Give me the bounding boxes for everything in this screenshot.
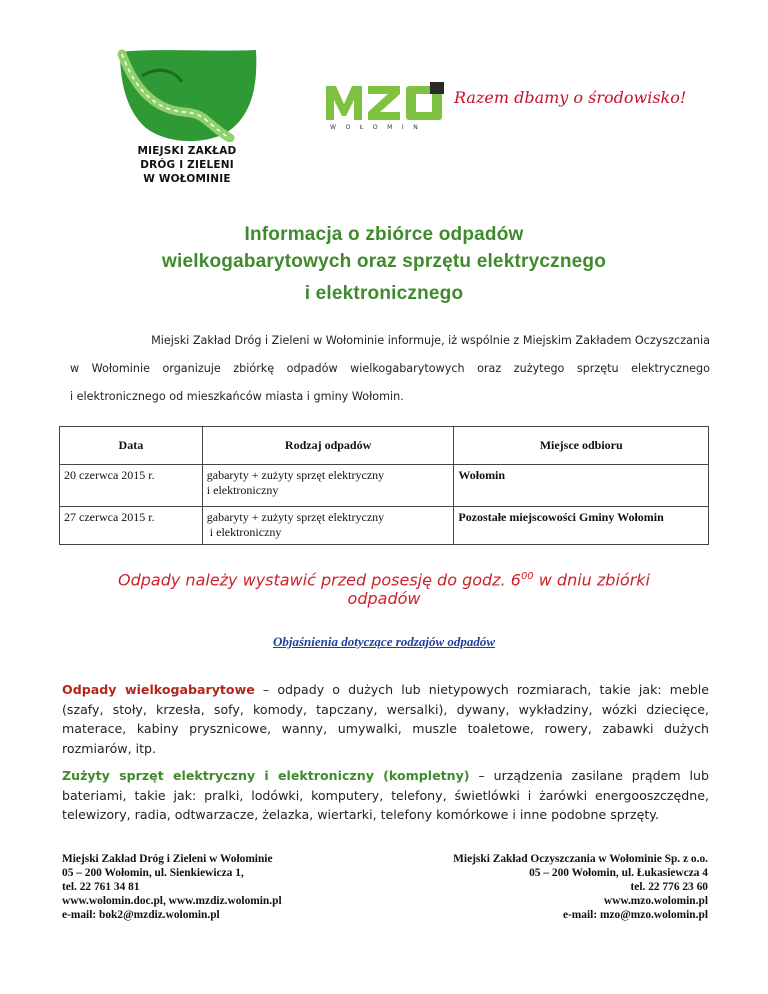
table-row <box>60 465 709 507</box>
cell-waste-type <box>202 465 454 507</box>
cell-date: 27 czerwca 2015 r. <box>60 507 203 545</box>
page-title-line-2: wielkogabarytowych oraz sprzętu elektrycznego <box>161 251 607 272</box>
bulky-waste-term: Odpady wielkogabarytowe <box>62 682 255 697</box>
page-title-line-3: i elektronicznego <box>304 283 464 304</box>
intro-line-3: i elektronicznego od mieszkańców miasta i gminy Wołomin. <box>70 390 404 403</box>
footer-right-line: 05 – 200 Wołomin, ul. Łukasiewcza 4 <box>529 867 708 879</box>
cell-date: 20 czerwca 2015 r. <box>60 465 203 507</box>
explanations-heading: Objaśnienia dotyczące rodzajów odpadów <box>272 634 496 649</box>
mzdiz-logo-line-3: W WOŁOMINIE <box>143 173 231 185</box>
cell-waste-type <box>202 507 454 545</box>
cell-waste-type-line-2: i elektroniczny <box>206 525 282 539</box>
footer-left-line: 05 – 200 Wołomin, ul. Sienkiewicza 1, <box>62 867 244 879</box>
footer-mzdiz-contact <box>62 852 382 922</box>
leaf-road-icon <box>112 46 262 142</box>
footer-left-line: www.wolomin.doc.pl, www.mzdiz.wolomin.pl <box>62 895 282 907</box>
electro-waste-paragraph <box>62 766 709 825</box>
mzo-logo <box>324 82 687 134</box>
footer-right-line: e-mail: mzo@mzo.wolomin.pl <box>562 909 708 921</box>
mzdiz-logo-line-2: DRÓG I ZIELENI <box>140 159 234 171</box>
footer-left-line: Miejski Zakład Dróg i Zieleni w Wołominie <box>62 853 273 865</box>
footer-right-line: Miejski Zakład Oczyszczania w Wołominie Sp. z o.o. <box>453 853 708 865</box>
header-pickup-place: Miejsce odbioru <box>454 427 709 465</box>
collection-schedule-table <box>59 426 709 545</box>
electro-waste-description: – urządzenia zasilane prądem lub bateriami, takie jak: pralki, lodówki, komputery, telefony, świetlówki i żarówki energooszczędne, telewizory, radia, odtwarzacze, żelazka, wiertarki, telefony komórkowe i inne podobne sprzęty. <box>62 768 709 822</box>
footer-left-line: e-mail: bok2@mzdiz.wolomin.pl <box>62 909 220 921</box>
footer-left-line: tel. 22 761 34 81 <box>62 881 140 893</box>
mzdiz-logo <box>112 46 262 186</box>
notice-text-pre: Odpady należy wystawić przed posesję do godz. 6 <box>118 570 521 590</box>
bulky-waste-description: – odpady o dużych lub nietypowych rozmiarach, takie jak: meble (szafy, stoły, krzesła, sofy, komody, tapczany, wersalki), dywany, wykładziny, wózki dziecięce, materace, kabiny prysznicowe, wanny, umywalki, muszle toaletowe, rowery, zabawki dużych rozmiarów, itp. <box>62 682 710 756</box>
footer-right-line: tel. 22 776 23 60 <box>630 881 708 893</box>
notice-line-2: odpadów <box>347 589 421 608</box>
cell-waste-type-line-1: gabaryty + zużyty sprzęt elektryczny <box>206 510 385 524</box>
intro-line-2: w Wołominie organizuje zbiórkę odpadów wielkogabarytowych oraz zużytego sprzętu elektrycznego <box>70 362 710 375</box>
cell-pickup-place: Wołomin <box>454 465 709 507</box>
cell-waste-type-line-1: gabaryty + zużyty sprzęt elektryczny <box>206 468 385 482</box>
intro-line-1: Miejski Zakład Dróg i Zieleni w Wołominie informuje, iż wspólnie z Miejskim Zakładem Oczyszczania <box>151 334 710 347</box>
notice-text-post: w dniu zbiórki <box>533 570 650 590</box>
footer-mzo-contact <box>388 852 708 922</box>
mzo-letters-icon <box>324 82 448 122</box>
mzo-slogan: Razem dbamy o środowisko! <box>454 88 687 107</box>
header-date: Data <box>60 427 203 465</box>
page-title-line-1: Informacja o zbiórce odpadów <box>244 224 524 245</box>
footer-right-line: www.mzo.wolomin.pl <box>603 895 708 907</box>
cell-pickup-place: Pozostałe miejscowości Gminy Wołomin <box>454 507 709 545</box>
table-row <box>60 507 709 545</box>
mzdiz-logo-line-1: MIEJSKI ZAKŁAD <box>137 145 237 157</box>
header-waste-type: Rodzaj odpadów <box>202 427 454 465</box>
electro-waste-term: Zużyty sprzęt elektryczny i elektroniczny (kompletny) <box>62 768 470 783</box>
cell-waste-type-line-2: i elektroniczny <box>206 483 279 497</box>
bulky-waste-paragraph <box>62 680 709 758</box>
table-header-row <box>60 427 709 465</box>
notice-time-minutes: 00 <box>520 571 534 582</box>
mzo-logo-subtitle: WOŁOMIN <box>330 124 428 131</box>
